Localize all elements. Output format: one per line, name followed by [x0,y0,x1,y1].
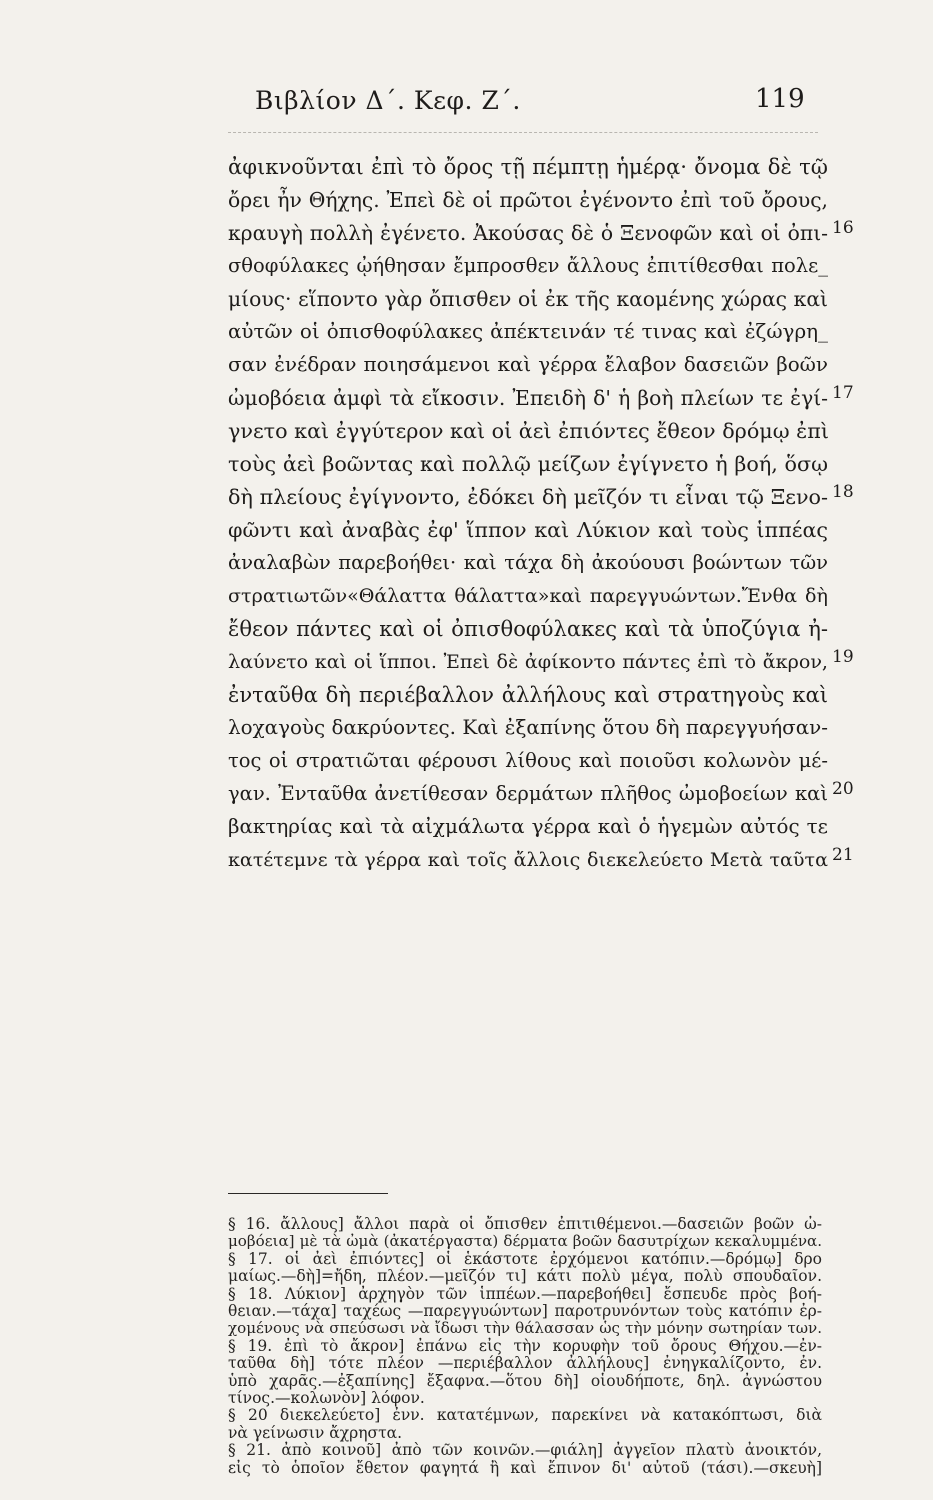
footnote-rule [228,1193,388,1194]
section-number: 17 [832,383,854,403]
text-line: γνετο καὶ ἐγγύτερον καὶ οἱ ἀεὶ ἐπιόντες ἔθεον δρόμῳ ἐπὶ [228,419,829,443]
running-head-title: Βιβλίον Δ΄. Κεφ. Ζ΄. [255,86,521,115]
text-line: στρατιωτῶν«Θάλαττα θάλαττα»καὶ παρεγγυώντων.Ἔνθα δὴ [228,584,828,607]
footnote-line: § 18. Λύκιον] ἀρχηγὸν τῶν ἱππέων.—παρεβοήθει] ἔσπευδε πρὸς βοή- [228,1284,822,1303]
text-line: δὴ πλείους ἐγίγνοντο, ἐδόκει δὴ μεῖζόν τι εἶναι τῷ Ξενο- [228,485,828,509]
text-line: λοχαγοὺς δακρύοντες. Καὶ ἐξαπίνης ὅτου δὴ παρεγγυήσαν- [228,716,828,739]
text-line: τος οἱ στρατιῶται φέρουσι λίθους καὶ ποιοῦσι κολωνὸν μέ- [228,749,828,772]
footnote-line: τίνος.—κολωνὸν] λόφον. [228,1389,425,1407]
text-line: σαν ἐνέδραν ποιησάμενοι καὶ γέρρα ἔλαβον δασειῶν βοῶν [228,353,828,376]
header-rule [228,132,818,133]
section-number: 18 [832,482,854,502]
text-line: ἀφικνοῦνται ἐπὶ τὸ ὄρος τῇ πέμπτῃ ἡμέρᾳ· ὄνομα δὲ τῷ [228,154,828,179]
footnote-line: χομένους νὰ σπεύσωσι νὰ ἴδωσι τὴν θάλασσαν ὡς τὴν μόνην σωτηρίαν των. [228,1319,822,1338]
footnote-line: εἰς τὸ ὁποῖον ἔθετον φαγητά ἢ καὶ ἔπινον δι' αὐτοῦ (τάσι).—σκευὴ] [228,1458,822,1477]
text-line: ὠμοβόεια ἀμφὶ τὰ εἴκοσιν. Ἐπειδὴ δ' ἡ βοὴ πλείων τε ἐγί- [228,386,828,410]
text-line: φῶντι καὶ ἀναβὰς ἐφ' ἵππον καὶ Λύκιον καὶ τοὺς ἱππέας [228,518,828,542]
running-head [0,78,933,118]
text-line: ἐνταῦθα δὴ περιέβαλλον ἀλλήλους καὶ στρατηγοὺς καὶ [228,682,828,707]
footnote-line: § 17. οἱ ἀεὶ ἐπιόντες] οἱ ἑκάστοτε ἐρχόμενοι κατόπιν.—δρόμῳ] δρο [228,1249,822,1268]
text-line: ἀναλαβὼν παρεβοήθει· καὶ τάχα δὴ ἀκούουσι βοώντων τῶν [228,551,828,574]
footnote-line: μοβόεια] μὲ τὰ ὠμὰ (ἀκατέργαστα) δέρματα βοῶν δασυτρίχων κεκαλυμμένα. [228,1232,822,1251]
text-line: κατέτεμνε τὰ γέρρα καὶ τοῖς ἄλλοις διεκελεύετο Μετὰ ταῦτα [228,848,828,871]
page-number: 119 [755,84,805,114]
footnote-line: μαίως.—δὴ]=ἤδη, πλέον.—μεῖζόν τι] κάτι πολὺ μέγα, πολὺ σπουδαῖον. [228,1267,822,1286]
footnote-line: θειαν.—τάχα] ταχέως —παρεγγυώντων] παροτρυνόντων τοὺς κατόπιν ἐρ- [228,1302,822,1320]
text-line: μίους· εἵποντο γὰρ ὄπισθεν οἱ ἐκ τῆς καομένης χώρας καὶ [228,287,828,311]
section-number: 21 [832,845,854,865]
text-line: λαύνετο καὶ οἱ ἵπποι. Ἐπεὶ δὲ ἀφίκοντο πάντες ἐπὶ τὸ ἄκρον, [228,650,828,673]
footnote-line: § 16. ἄλλους] ἄλλοι παρὰ οἱ ὄπισθεν ἐπιτιθέμενοι.—δασειῶν βοῶν ὠ- [228,1215,822,1233]
section-number: 16 [832,218,854,238]
footnote-line: § 21. ἀπὸ κοινοῦ] ἀπὸ τῶν κοινῶν.—φιάλη] ἀγγεῖον πλατὺ ἀνοικτόν, [228,1441,822,1460]
footnote-line: § 20 διεκελεύετο] ἐνν. κατατέμνων, παρεκίνει νὰ κατακόπτωσι, διὰ [228,1406,822,1425]
text-line: βακτηρίας καὶ τὰ αἰχμάλωτα γέρρα καὶ ὁ ἡγεμὼν αὐτός τε [228,815,828,838]
text-line: γαν. Ἐνταῦθα ἀνετίθεσαν δερμάτων πλῆθος ὠμοβοείων καὶ [228,782,828,805]
section-number: 20 [832,779,854,799]
section-number: 19 [832,647,854,667]
text-line: κραυγὴ πολλὴ ἐγένετο. Ἀκούσας δὲ ὁ Ξενοφῶν καὶ οἱ ὀπι- [228,221,828,245]
text-line: τοὺς ἀεὶ βοῶντας καὶ πολλῷ μείζων ἐγίγνετο ἡ βοή, ὅσῳ [228,452,828,476]
text-line: σθοφύλακες ᾠήθησαν ἔμπροσθεν ἄλλους ἐπιτίθεσθαι πολε_ [228,254,828,277]
footnote-line: ὑπὸ χαρᾶς.—ἐξαπίνης] ἔξαφνα.—ὅτου δὴ] οἱουδήποτε, δηλ. ἀγνώστου [228,1371,822,1390]
footnote-line: ταῦθα δὴ] τότε πλέον —περιέβαλλον ἀλλήλους] ἐνηγκαλίζοντο, ἐν. [228,1354,822,1373]
text-line: αὐτῶν οἱ ὀπισθοφύλακες ἀπέκτεινάν τέ τινας καὶ ἐζώγρη_ [228,320,828,343]
footnote-line: νὰ γείνωσιν ἄχρηστα. [228,1423,403,1442]
text-line: ἔθεον πάντες καὶ οἱ ὀπισθοφύλακες καὶ τὰ ὑποζύγια ἠ- [228,616,828,641]
text-line: ὄρει ἦν Θήχης. Ἐπεὶ δὲ οἱ πρῶτοι ἐγένοντο ἐπὶ τοῦ ὄρους, [228,188,828,212]
footnote-line: § 19. ἐπὶ τὸ ἄκρον] ἐπάνω εἰς τὴν κορυφὴν τοῦ ὄρους Θήχου.—ἐν- [228,1336,822,1355]
